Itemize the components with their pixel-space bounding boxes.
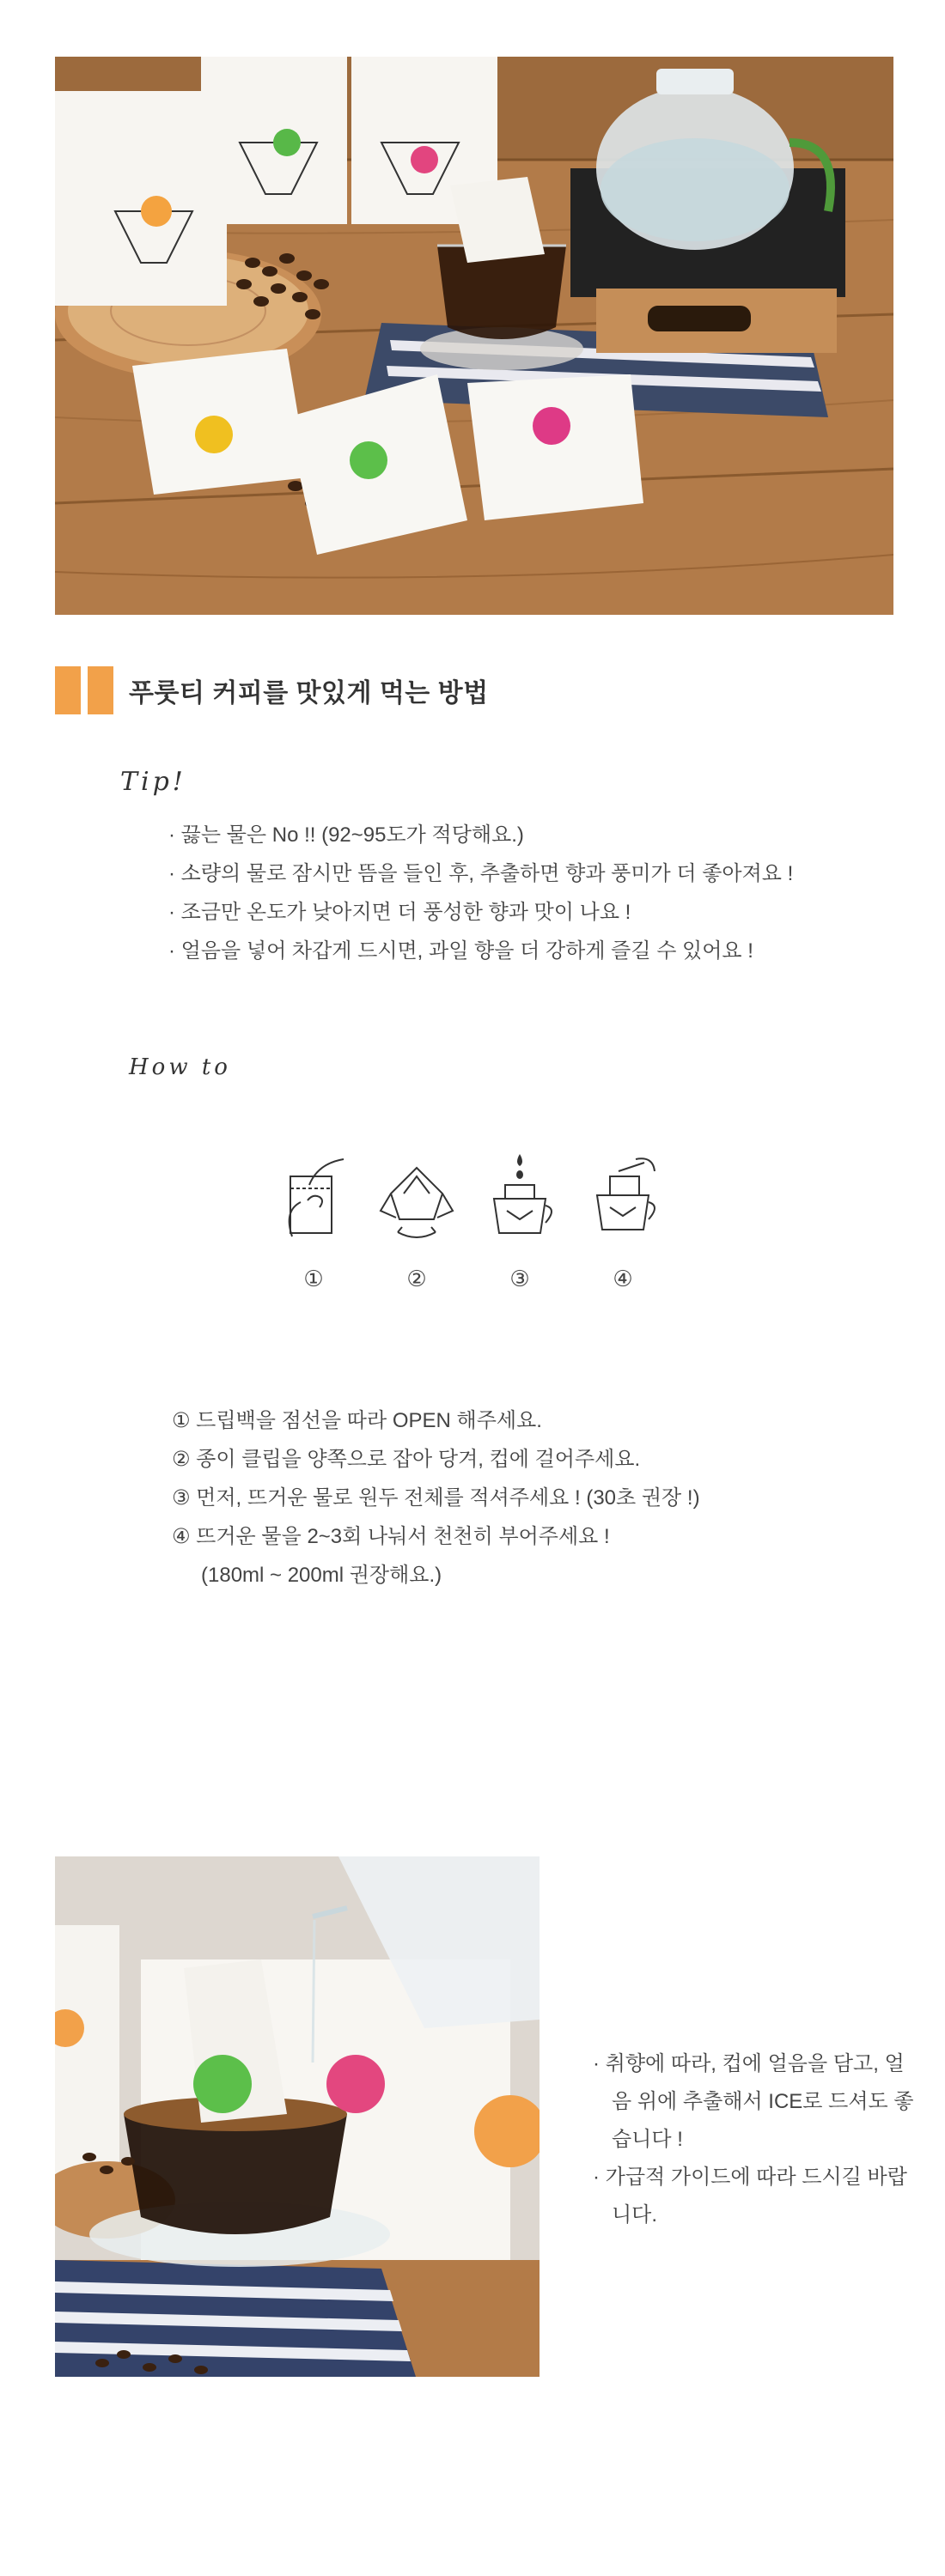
instruction-item: ① 드립백을 점선을 따라 OPEN 해주세요.: [172, 1409, 542, 1432]
ice-note-item: · 가급적 가이드에 따라 드시길 바랍니다.: [593, 2166, 907, 2227]
heading-accent-bars: [55, 666, 113, 714]
section-title: 푸룻티 커피를 맛있게 먹는 방법: [129, 679, 489, 708]
spread-clips-icon: [374, 1151, 460, 1245]
section-heading: [55, 666, 489, 714]
step-3: [477, 1151, 563, 1292]
tip-item: · 얼음을 넣어 차갑게 드시면, 과일 향을 더 강하게 즐길 수 있어요 !: [168, 939, 753, 963]
instruction-item: ③ 먼저, 뜨거운 물로 원두 전체를 적셔주세요 ! (30초 권장 !): [172, 1486, 700, 1510]
tip-item: · 소량의 물로 잠시만 뜸을 들인 후, 추출하면 향과 풍미가 더 좋아져요 !: [168, 862, 794, 885]
brew-coffee-icon: [584, 1151, 662, 1245]
tip-label: Tip!: [120, 767, 186, 797]
ice-serving-notes: [593, 2045, 919, 2234]
step-number: ①: [303, 1266, 324, 1291]
step-4: [580, 1151, 666, 1292]
hero-photo-illustration: [55, 57, 893, 615]
pour-water-icon: [481, 1151, 558, 1245]
accent-bar: [55, 666, 81, 714]
instruction-item: ④ 뜨거운 물을 2~3회 나눠서 천천히 부어주세요 !: [172, 1525, 610, 1548]
package-box: [55, 1925, 119, 2174]
iced-coffee-illustration: [55, 1856, 540, 2377]
iced-coffee-photo: [55, 1856, 540, 2377]
step-number: ②: [406, 1266, 427, 1291]
how-to-steps: [271, 1151, 674, 1322]
tip-item: · 조금만 온도가 낮아지면 더 풍성한 향과 맛이 나요 !: [168, 901, 631, 924]
ice-note-item: · 취향에 따라, 컵에 얼음을 담고, 얼음 위에 추출해서 ICE로 드셔도 좋습니다 !: [593, 2052, 914, 2151]
step-number: ④: [613, 1266, 633, 1291]
tip-item: · 끓는 물은 No !! (92~95도가 적당해요.): [168, 823, 524, 847]
how-to-instructions: [172, 1401, 700, 1595]
instruction-note: (180ml ~ 200ml 권장해요.): [201, 1564, 442, 1587]
step-number: ③: [509, 1266, 530, 1291]
iced-coffee-cup: [124, 2114, 347, 2234]
tip-list: [168, 816, 793, 970]
open-dripbag-icon: [275, 1151, 352, 1245]
how-to-label: How to: [129, 1054, 231, 1080]
step-1: [271, 1151, 357, 1292]
hero-product-photo: [55, 57, 893, 615]
accent-bar: [88, 666, 113, 714]
instruction-item: ② 종이 클립을 양쪽으로 잡아 당겨, 컵에 걸어주세요.: [172, 1448, 641, 1471]
step-2: [374, 1151, 460, 1292]
